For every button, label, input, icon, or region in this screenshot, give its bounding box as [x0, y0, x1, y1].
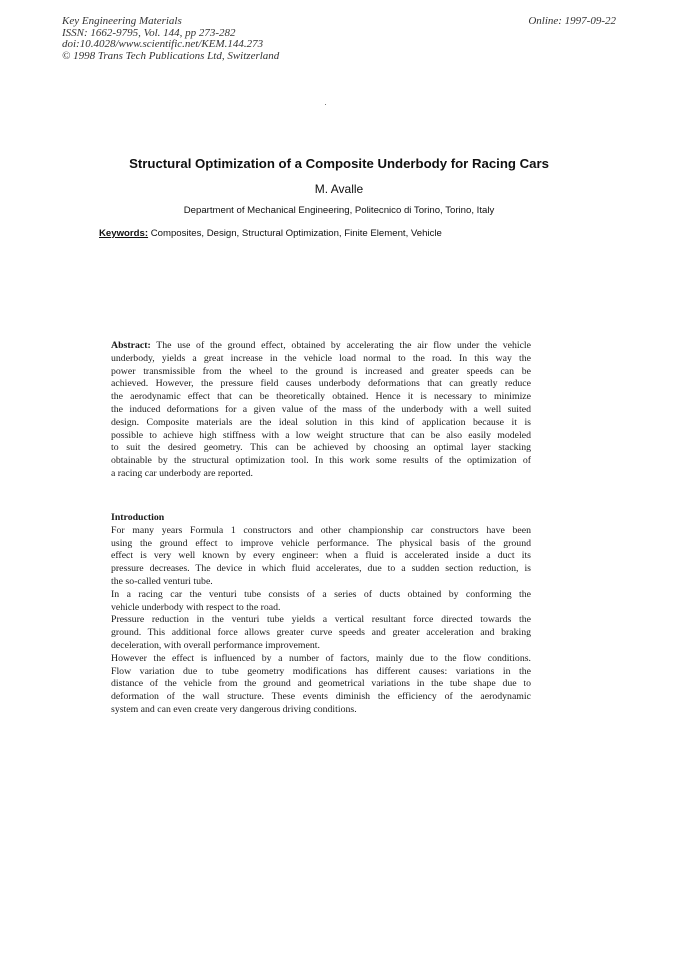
doi-line: doi:10.4028/www.scientific.net/KEM.144.273 [62, 38, 264, 50]
introduction-line: pressure decreases. The device in which fluid accelerates, due to a sudden section reduction, is [111, 563, 531, 575]
abstract-line: achieved. However, the pressure field causes underbody deformations that can greatly reduce [111, 378, 531, 390]
author-name: M. Avalle [314, 182, 364, 196]
keywords-line [99, 228, 442, 239]
abstract-line: power transmissible from the wheel to the ground is increased and greater speeds can be [111, 365, 531, 377]
introduction-line: For many years Formula 1 constructors and other championship car constructors have been [111, 524, 531, 536]
keywords-list: Composites, Design, Structural Optimization, Finite Element, Vehicle [148, 228, 442, 239]
abstract-first-line-text: The use of the ground effect, obtained by accelerating the air flow under the vehicle [150, 340, 531, 351]
introduction-line: Pressure reduction in the venturi tube yields a vertical resultant force directed towards the [111, 614, 531, 626]
introduction-line: effect is very well known by every engineer: when a fluid is accelerated inside a duct its [111, 550, 531, 562]
abstract-line: a racing car underbody are reported. [111, 467, 253, 479]
introduction-line: distance of the vehicle from the ground and geometrical variations in the tube shape due to [111, 678, 531, 690]
abstract-section [111, 340, 531, 481]
abstract-line: obtainable by the structural optimization tool. In this work some results of the optimization of [111, 455, 531, 467]
scan-speck [325, 104, 326, 105]
issn-line: ISSN: 1662-9795, Vol. 144, pp 273-282 [62, 26, 236, 39]
introduction-line: deceleration, with overall performance improvement. [111, 639, 320, 651]
abstract-line: underbody, yields a great increase in the vehicle load normal to the road. In this way the [111, 352, 531, 364]
introduction-line: In a racing car the venturi tube consists of a series of ducts obtained by conforming the [111, 588, 531, 600]
publication-info [62, 16, 279, 62]
introduction-line: vehicle underbody with respect to the road. [111, 601, 281, 613]
author-affiliation: Department of Mechanical Engineering, Politecnico di Torino, Torino, Italy [183, 205, 495, 216]
abstract-line: to suit the desired geometry. This can be achieved by choosing an optimal layer stacking [111, 442, 531, 454]
abstract-line [111, 340, 531, 353]
introduction-line: system and can even create very dangerous driving conditions. [111, 703, 357, 715]
introduction-line: using the ground effect to improve vehicle performance. The physical basis of the ground [111, 537, 531, 549]
abstract-line: design. Composite materials are the ideal solution in this kind of application because it is [111, 416, 531, 428]
keywords-label: Keywords: [99, 228, 149, 239]
abstract-line: the aerodynamic effect that can be theoretically obtained. Hence it is necessary to minimize [111, 391, 531, 403]
online-date: Online: 1997-09-22 [528, 15, 616, 27]
abstract-line: possible to achieve high stiffness with a low weight structure that can be also easily modeled [111, 429, 531, 441]
introduction-heading: Introduction [111, 512, 165, 523]
journal-name: Key Engineering Materials [62, 15, 182, 27]
abstract-label: Abstract: [111, 340, 151, 351]
abstract-line: the induced deformations for a given value of the mass of the underbody with a well suited [111, 403, 531, 415]
paper-title: Structural Optimization of a Composite Underbody for Racing Cars [129, 156, 549, 171]
copyright-line: © 1998 Trans Tech Publications Ltd, Switzerland [62, 49, 280, 62]
introduction-line: the so-called venturi tube. [111, 575, 213, 587]
introduction-line: ground. This additional force allows greater curve speeds and greater acceleration and braking [111, 627, 531, 639]
introduction-line: Flow variation due to tube geometry modifications has different causes: variations in the [111, 665, 531, 677]
introduction-section [111, 512, 531, 717]
introduction-line: deformation of the wall structure. These events diminish the efficiency of the aerodynamic [111, 691, 531, 703]
introduction-line: However the effect is influenced by a number of factors, mainly due to the flow conditions. [111, 652, 531, 664]
